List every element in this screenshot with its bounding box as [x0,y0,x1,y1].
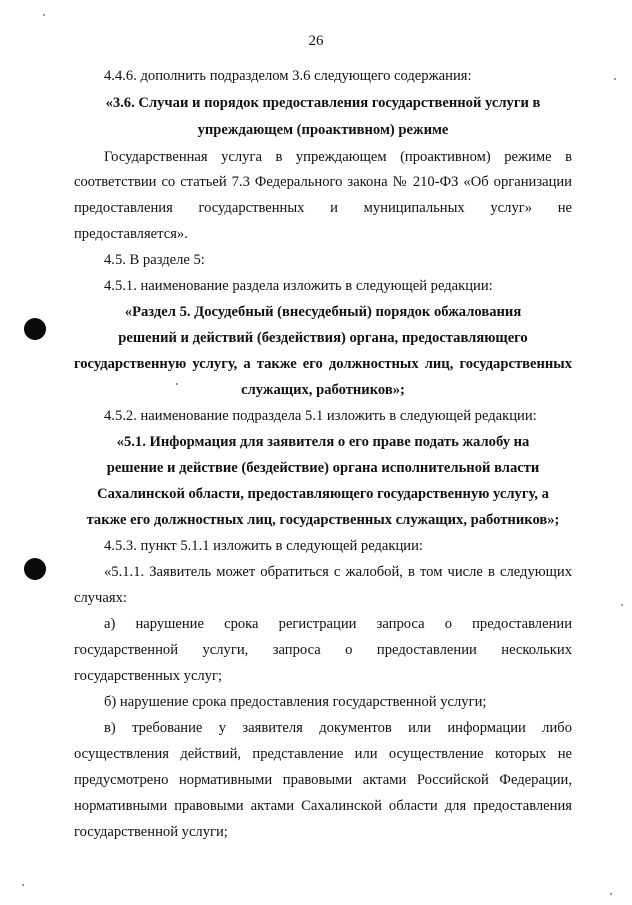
text-line: 4.5.2. наименование подраздела 5.1 изложить в следующей редакции: [104,408,537,424]
scan-speck [43,14,45,16]
text-line: в) требование у заявителя документов или информации либо [104,720,572,736]
text-line: 4.5.3. пункт 5.1.1 изложить в следующей редакции: [104,538,423,554]
scan-speck [614,78,616,80]
heading-line: «Раздел 5. Досудебный (внесудебный) порядок обжалования [124,304,522,320]
scan-speck [610,893,612,895]
text-line: предусмотрено нормативными правовыми актами Российской Федерации, [74,772,572,788]
heading-line: решение и действие (бездействие) органа исполнительной власти [106,460,540,476]
text-line: государственных услуг; [74,668,223,684]
heading-line: упреждающем (проактивном) режиме [197,122,449,138]
text-line: 4.4.6. дополнить подразделом 3.6 следующего содержания: [104,68,472,84]
heading-line: «5.1. Информация для заявителя о его праве подать жалобу на [116,434,530,450]
text-line: 4.5.1. наименование раздела изложить в следующей редакции: [104,278,493,294]
scan-speck [22,884,24,886]
scan-speck [621,604,623,606]
heading-line: государственную услугу, а также его должностных лиц, государственных [74,356,572,372]
text-line: «5.1.1. Заявитель может обратиться с жалобой, в том числе в следующих [104,564,572,580]
scan-speck [176,383,178,385]
punch-hole [24,558,46,580]
heading-line: «3.6. Случаи и порядок предоставления государственной услуги в [105,95,541,111]
text-line: государственной услуги, запроса о предоставлении нескольких [74,642,572,658]
heading-line: Сахалинской области, предоставляющего государственную услугу, а [97,486,549,502]
text-line: предоставляется». [74,226,188,242]
heading-line: также его должностных лиц, государственных служащих, работников»; [86,512,560,528]
page-number: 26 [308,33,324,49]
text-line: нормативными правовыми актами Сахалинской области для предоставления [74,798,572,814]
heading-line: служащих, работников»; [241,382,405,398]
text-line: соответствии со статьей 7.3 Федерального закона № 210-ФЗ «Об организации [74,174,572,190]
text-line: предоставления государственных и муниципальных услуг» не [74,200,572,216]
heading-line: решений и действий (бездействия) органа, предоставляющего [118,330,528,346]
text-line: а) нарушение срока регистрации запроса о предоставлении [104,616,572,632]
text-line: государственной услуги; [74,824,228,840]
text-line: б) нарушение срока предоставления государственной услуги; [104,694,487,710]
text-line: осуществления действий, представление или осуществление которых не [74,746,572,762]
text-line: 4.5. В разделе 5: [104,252,205,268]
text-line: случаях: [74,590,127,606]
text-line: Государственная услуга в упреждающем (проактивном) режиме в [104,149,572,165]
punch-hole [24,318,46,340]
